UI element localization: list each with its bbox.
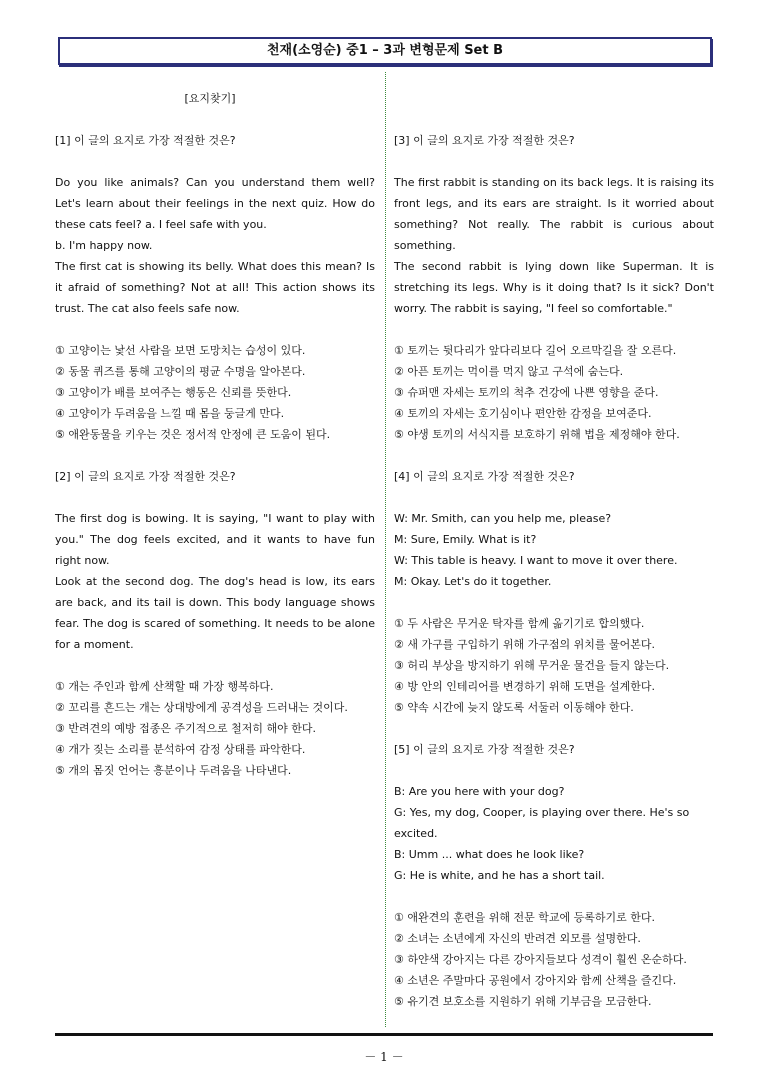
option: ② 꼬리를 흔드는 개는 상대방에게 공격성을 드러내는 것이다. — [55, 701, 348, 714]
option: ① 두 사람은 무거운 탁자를 함께 옮기기로 합의했다. — [394, 617, 645, 630]
option: ③ 반려견의 예방 접종은 주기적으로 철저히 해야 한다. — [55, 722, 316, 735]
left-column — [55, 88, 375, 781]
section-label: [요지찾기] — [184, 92, 236, 105]
option: ⑤ 유기견 보호소를 지원하기 위해 기부금을 모금한다. — [394, 995, 652, 1008]
option: ① 개는 주인과 함께 산책할 때 가장 행복하다. — [55, 680, 274, 693]
question-4-prompt: [4] 이 글의 요지로 가장 적절한 것은? — [394, 470, 575, 483]
question-5-prompt: [5] 이 글의 요지로 가장 적절한 것은? — [394, 743, 575, 756]
question-4-dialogue-line: M: Sure, Emily. What is it? — [394, 533, 537, 546]
question-5-dialogue-line: B: Are you here with your dog? — [394, 785, 565, 798]
footer-rule — [55, 1033, 713, 1036]
question-3-passage: The first rabbit is standing on its back legs. It is raising its front legs, and its ears are straight. Is it worried about something? Not really. The rabbit is curious about something. — [394, 176, 714, 252]
question-2-passage: Look at the second dog. The dog's head is low, its ears are back, and its tail is down. This body language shows fear. The dog is scared of something. It needs to be alone for a moment. — [55, 575, 375, 651]
question-1-passage: b. I'm happy now. — [55, 239, 153, 252]
right-column — [394, 130, 714, 1012]
option: ② 새 가구를 구입하기 위해 가구점의 위치를 물어본다. — [394, 638, 655, 651]
option: ② 동물 퀴즈를 통해 고양이의 평균 수명을 알아본다. — [55, 365, 306, 378]
question-5-dialogue-line: B: Umm ... what does he look like? — [394, 848, 585, 861]
question-4-dialogue-line: M: Okay. Let's do it together. — [394, 575, 552, 588]
question-1-options — [55, 340, 375, 445]
page-number: － 1 － — [364, 1050, 404, 1064]
option: ④ 개가 짖는 소리를 분석하여 감정 상태를 파악한다. — [55, 743, 306, 756]
question-1-passage: Do you like animals? Can you understand them well? Let's learn about their feelings in the next quiz. How do these cats feel? a. I feel safe with you. — [55, 176, 375, 231]
question-4-options — [394, 613, 714, 718]
question-5-options — [394, 907, 714, 1012]
question-1-passage: The first cat is showing its belly. What does this mean? Is it afraid of something? Not at all! This action shows its trust. The cat also feels safe now. — [55, 260, 375, 315]
option: ④ 토끼의 자세는 호기심이나 편안한 감정을 보여준다. — [394, 407, 652, 420]
question-4-dialogue-line: W: This table is heavy. I want to move it over there. — [394, 554, 678, 567]
option: ③ 슈퍼맨 자세는 토끼의 척추 건강에 나쁜 영향을 준다. — [394, 386, 659, 399]
question-1-prompt: [1] 이 글의 요지로 가장 적절한 것은? — [55, 134, 236, 147]
option: ① 토끼는 뒷다리가 앞다리보다 길어 오르막길을 잘 오른다. — [394, 344, 677, 357]
question-2 — [55, 466, 375, 781]
option: ② 소녀는 소년에게 자신의 반려견 외모를 설명한다. — [394, 932, 641, 945]
question-1 — [55, 130, 375, 445]
option: ④ 방 안의 인테리어를 변경하기 위해 도면을 설계한다. — [394, 680, 655, 693]
column-divider — [385, 72, 386, 1027]
question-4 — [394, 466, 714, 718]
question-3 — [394, 130, 714, 445]
question-2-prompt: [2] 이 글의 요지로 가장 적절한 것은? — [55, 470, 236, 483]
question-2-passage: The first dog is bowing. It is saying, "I want to play with you." The dog feels excited, and it wants to have fun right now. — [55, 512, 375, 567]
option: ⑤ 약속 시간에 늦지 않도록 서둘러 이동해야 한다. — [394, 701, 634, 714]
question-5-dialogue-line: G: He is white, and he has a short tail. — [394, 869, 605, 882]
question-3-prompt: [3] 이 글의 요지로 가장 적절한 것은? — [394, 134, 575, 147]
option: ③ 하얀색 강아지는 다른 강아지들보다 성격이 훨씬 온순하다. — [394, 953, 687, 966]
option: ④ 소년은 주말마다 공원에서 강아지와 함께 산책을 즐긴다. — [394, 974, 677, 987]
option: ① 고양이는 낯선 사람을 보면 도망치는 습성이 있다. — [55, 344, 306, 357]
option: ③ 고양이가 배를 보여주는 행동은 신뢰를 뜻한다. — [55, 386, 292, 399]
page-title: 천재(소영순) 중1 – 3과 변형문제 Set B — [58, 37, 712, 65]
question-4-dialogue-line: W: Mr. Smith, can you help me, please? — [394, 512, 612, 525]
option: ② 아픈 토끼는 먹이를 먹지 않고 구석에 숨는다. — [394, 365, 624, 378]
question-2-options — [55, 676, 375, 781]
question-5 — [394, 739, 714, 1012]
option: ⑤ 애완동물을 키우는 것은 정서적 안정에 큰 도움이 된다. — [55, 428, 331, 441]
option: ③ 허리 부상을 방지하기 위해 무거운 물건을 들지 않는다. — [394, 659, 670, 672]
option: ⑤ 개의 몸짓 언어는 흥분이나 두려움을 나타낸다. — [55, 764, 292, 777]
question-5-dialogue-line: G: Yes, my dog, Cooper, is playing over there. He's so excited. — [394, 806, 690, 840]
question-3-passage: The second rabbit is lying down like Superman. It is stretching its legs. Why is it doing that? Is it sick? Don't worry. The rabbit is saying, "I feel so comfortable." — [394, 260, 714, 315]
option: ① 애완견의 훈련을 위해 전문 학교에 등록하기로 한다. — [394, 911, 655, 924]
option: ⑤ 야생 토끼의 서식지를 보호하기 위해 법을 제정해야 한다. — [394, 428, 680, 441]
option: ④ 고양이가 두려움을 느낄 때 몸을 둥글게 만다. — [55, 407, 285, 420]
question-3-options — [394, 340, 714, 445]
